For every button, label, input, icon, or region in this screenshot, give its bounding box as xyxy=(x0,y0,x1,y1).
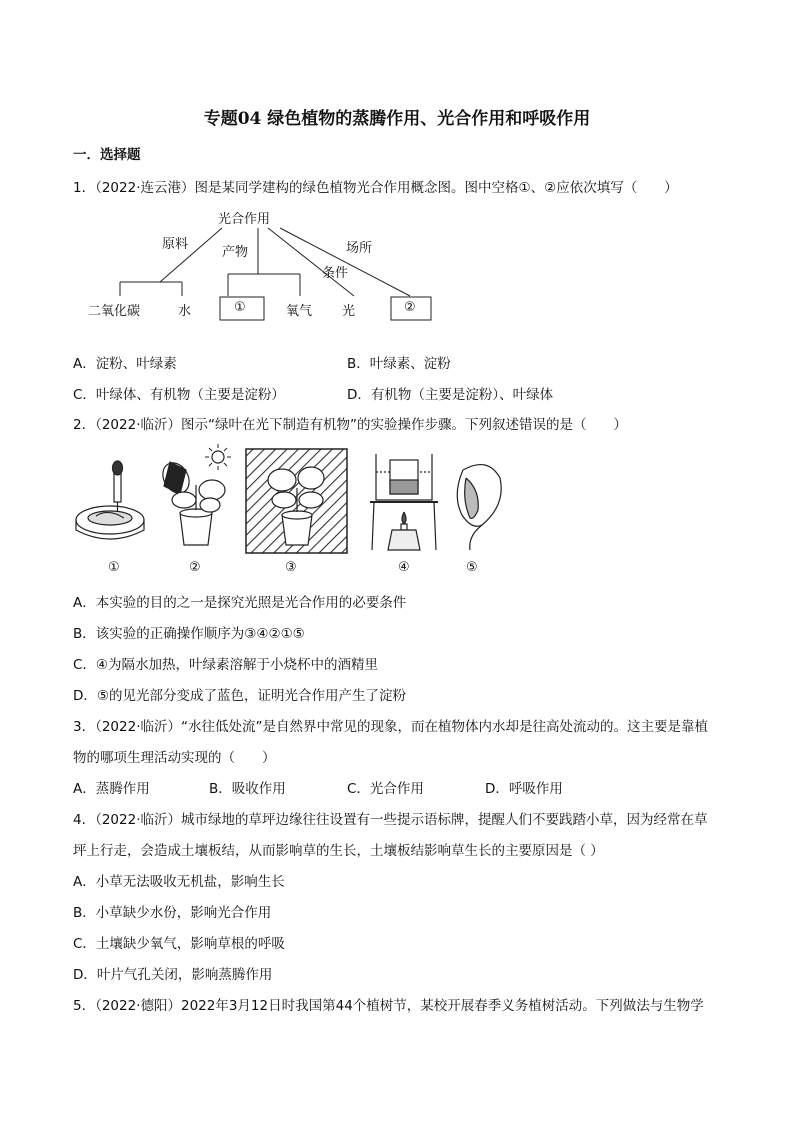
concept-root: 光合作用 xyxy=(218,212,271,227)
question-3-stem-line-1: 3．（2022·临沂）“水往低处流”是自然界中常见的现象，而在植物体内水却是往高处流动的。这主要是靠植 xyxy=(73,719,708,735)
covered-plant-icon xyxy=(158,444,231,545)
q1-option-d: D．有机物（主要是淀粉）、叶绿体 xyxy=(347,387,554,403)
question-5-stem-line-1: 5．（2022·德阳）2022年3月12日时我国第44个植树节，某校开展春季义务植树活动。下列做法与生物学 xyxy=(73,998,704,1014)
q3-option-c: C．光合作用 xyxy=(347,781,424,797)
leaf-icon xyxy=(457,465,501,550)
figure-label-2: ② xyxy=(189,560,201,575)
concept-blank-1: ① xyxy=(234,300,246,315)
concept-blank-2: ② xyxy=(404,300,416,315)
petri-dish-icon xyxy=(76,461,144,539)
question-3-stem-line-2: 物的哪项生理活动实现的（ ） xyxy=(73,750,276,766)
concept-label-raw: 原料 xyxy=(162,237,189,252)
figure-label-5: ⑤ xyxy=(466,560,478,575)
concept-water: 水 xyxy=(178,304,192,319)
concept-oxygen: 氧气 xyxy=(286,304,313,319)
q2-option-a: A．本实验的目的之一是探究光照是光合作用的必要条件 xyxy=(73,595,407,611)
concept-light: 光 xyxy=(342,304,356,319)
dark-box-icon xyxy=(246,449,347,553)
section-heading: 一．选择题 xyxy=(73,147,141,163)
q4-option-a: A．小草无法吸收无机盐，影响生长 xyxy=(73,874,285,890)
figure-label-4: ④ xyxy=(398,560,410,575)
question-1-stem: 1．（2022·连云港）图是某同学建构的绿色植物光合作用概念图。图中空格①、②应依次填写（ ） xyxy=(73,180,678,196)
figure-label-1: ① xyxy=(108,560,120,575)
q4-option-c: C．土壤缺少氧气，影响草根的呼吸 xyxy=(73,936,285,952)
concept-co2: 二氧化碳 xyxy=(88,304,141,319)
question-4-stem-line-1: 4．（2022·临沂）城市绿地的草坪边缘往往设置有一些提示语标牌，提醒人们不要践踏小草，因为经常在草 xyxy=(73,812,708,828)
q1-option-b: B．叶绿素、淀粉 xyxy=(347,356,451,372)
q3-option-b: B．吸收作用 xyxy=(209,781,286,797)
concept-label-place: 场所 xyxy=(346,241,373,256)
concept-label-product: 产物 xyxy=(222,245,249,260)
q2-option-b: B．该实验的正确操作顺序为③④②①⑤ xyxy=(73,626,305,642)
q4-option-b: B．小草缺少水份，影响光合作用 xyxy=(73,905,272,921)
concept-label-condition: 条件 xyxy=(322,266,349,281)
page-title: 专题04 绿色植物的蒸腾作用、光合作用和呼吸作用 xyxy=(203,109,591,129)
q3-option-a: A．蒸腾作用 xyxy=(73,781,150,797)
q2-option-d: D．⑤的见光部分变成了蓝色，证明光合作用产生了淀粉 xyxy=(73,688,406,704)
question-2-stem: 2．（2022·临沂）图示“绿叶在光下制造有机物”的实验操作步骤。下列叙述错误的是（ ） xyxy=(73,417,627,433)
q2-option-c: C．④为隔水加热，叶绿素溶解于小烧杯中的酒精里 xyxy=(73,657,379,673)
q1-option-a: A．淀粉、叶绿素 xyxy=(73,356,177,372)
q1-option-c: C．叶绿体、有机物（主要是淀粉） xyxy=(73,387,285,403)
q3-option-d: D．呼吸作用 xyxy=(485,781,563,797)
question-4-stem-line-2: 坪上行走，会造成土壤板结，从而影响草的生长，土壤板结影响草生长的主要原因是（ ） xyxy=(73,843,604,859)
q4-option-d: D．叶片气孔关闭，影响蒸腾作用 xyxy=(73,967,273,983)
figure-label-3: ③ xyxy=(285,560,297,575)
water-bath-icon xyxy=(370,454,438,550)
